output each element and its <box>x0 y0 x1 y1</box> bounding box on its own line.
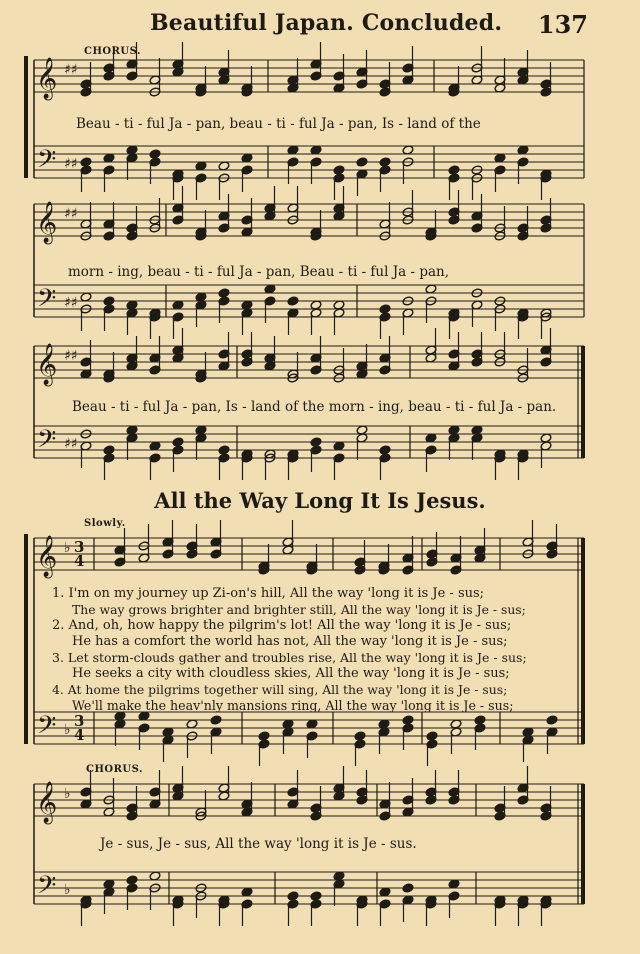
lyric-line-2: morn - ing, beau - ti - ful Ja - pan, Beau - ti - ful Ja - pan, <box>68 264 449 280</box>
system-1-bass-note <box>149 149 161 159</box>
system-4-key-signature: ♭ <box>64 540 71 556</box>
system-5-bass-note <box>287 891 299 901</box>
chorus-marking-2: CHORUS. <box>86 764 143 775</box>
system-2-bass-note <box>287 296 299 306</box>
system-3-bass-note <box>103 445 115 455</box>
system-5-bass-note <box>310 891 322 901</box>
system-5-key-signature-bass: ♭ <box>64 882 71 898</box>
system-4-time-signature: 3 <box>74 538 85 556</box>
system-4-bass-note <box>402 715 414 725</box>
system-4-bass-clef-icon: 𝄢 <box>37 711 57 746</box>
system-1-bass-note <box>448 165 460 175</box>
lyric-line-1: Beau - ti - ful Ja - pan, beau - ti - ful Ja - pan, Is - land of the <box>76 116 481 132</box>
system-4-bass-note <box>426 731 438 741</box>
system-2-key-signature-bass: ♯♯ <box>64 295 78 311</box>
system-4-bracket <box>24 534 28 744</box>
chorus-lyric-line: Je - sus, Je - sus, All the way 'long it is Je - sus. <box>100 836 417 852</box>
verse-line: We'll make the heav'nly mansions ring, All the way 'long it is Je - sus; <box>72 698 514 713</box>
system-1-bracket <box>24 56 28 178</box>
system-2-treble-clef-icon: 𝄞 <box>36 202 58 243</box>
system-1-bass-note <box>80 157 92 167</box>
page-number: 137 <box>537 10 588 39</box>
tempo-marking: Slowly. <box>84 518 126 529</box>
system-5-final-barline-thick <box>581 784 585 904</box>
system-4-bass-note <box>354 731 366 741</box>
system-4-bass-note <box>546 715 558 725</box>
system-5-treble-clef-icon: 𝄞 <box>36 782 58 823</box>
system-3-bass-note <box>379 445 391 455</box>
verse-line: 1. I'm on my journey up Zi-on's hill, All the way 'long it is Je - sus; <box>52 586 485 601</box>
system-2-bass-note <box>379 304 391 314</box>
system-1-treble-clef-icon: 𝄞 <box>36 58 58 99</box>
system-3-key-signature: ♯♯ <box>64 348 78 364</box>
system-4-bass-note <box>474 715 486 725</box>
system-4-time-signature-bass: 4 <box>74 726 85 744</box>
verse-line: 3. Let storm-clouds gather and troubles rise, All the way 'long it is Je - sus; <box>52 650 527 665</box>
verse-line: The way grows brighter and brighter still, All the way 'long it is Je - sus; <box>72 602 526 617</box>
system-1-bass-note <box>356 157 368 167</box>
system-4-treble-clef-icon: 𝄞 <box>36 536 58 577</box>
system-1-key-signature: ♯♯ <box>64 62 78 78</box>
system-4-time-signature: 4 <box>74 552 85 570</box>
system-2-key-signature: ♯♯ <box>64 206 78 222</box>
verse-line: He has a comfort the world has not, All the way 'long it is Je - sus; <box>72 634 508 649</box>
system-3-treble-clef-icon: 𝄞 <box>36 344 58 385</box>
lyric-line-3: Beau - ti - ful Ja - pan, Is - land of the morn - ing, beau - ti - ful Ja - pan. <box>72 399 557 415</box>
system-2-bass-note <box>218 288 230 298</box>
system-5-bass-note <box>126 875 138 885</box>
system-5-key-signature: ♭ <box>64 786 71 802</box>
system-4-time-signature-bass: 3 <box>74 712 85 730</box>
system-5-bass-clef-icon: 𝄢 <box>37 871 57 906</box>
system-3-final-barline-thick <box>581 346 585 458</box>
system-1-bass-clef-icon: 𝄢 <box>37 145 57 180</box>
system-5-bass-note <box>402 883 414 893</box>
hymn-title: All the Way Long It Is Jesus. <box>154 488 486 513</box>
chorus-marking-1: CHORUS. <box>84 46 141 57</box>
verse-line: He seeks a city with cloudless skies, All the way 'long it is Je - sus; <box>72 666 510 681</box>
system-1-bass-note <box>333 165 345 175</box>
page-header-title: Beautiful Japan. Concluded. <box>150 10 503 36</box>
verse-block <box>44 586 604 714</box>
system-3-bass-note <box>172 437 184 447</box>
system-1-key-signature-bass: ♯♯ <box>64 156 78 172</box>
system-4-bass-note <box>210 715 222 725</box>
verse-line: 2. And, oh, how happy the pilgrim's lot! All the way 'long it is Je - sus; <box>52 618 512 633</box>
system-3-bass-clef-icon: 𝄢 <box>37 425 57 460</box>
system-3-bass-note <box>310 437 322 447</box>
system-3-bass-note <box>218 445 230 455</box>
system-4-key-signature-bass: ♭ <box>64 722 71 738</box>
verse-line: 4. At home the pilgrims together will sing, All the way 'long it is Je - sus; <box>52 682 508 697</box>
system-2-bass-clef-icon: 𝄢 <box>37 284 57 319</box>
system-1-bass-note <box>379 157 391 167</box>
system-3-key-signature-bass: ♯♯ <box>64 436 78 452</box>
system-2-bass-note <box>103 296 115 306</box>
system-4-bass-note <box>258 731 270 741</box>
